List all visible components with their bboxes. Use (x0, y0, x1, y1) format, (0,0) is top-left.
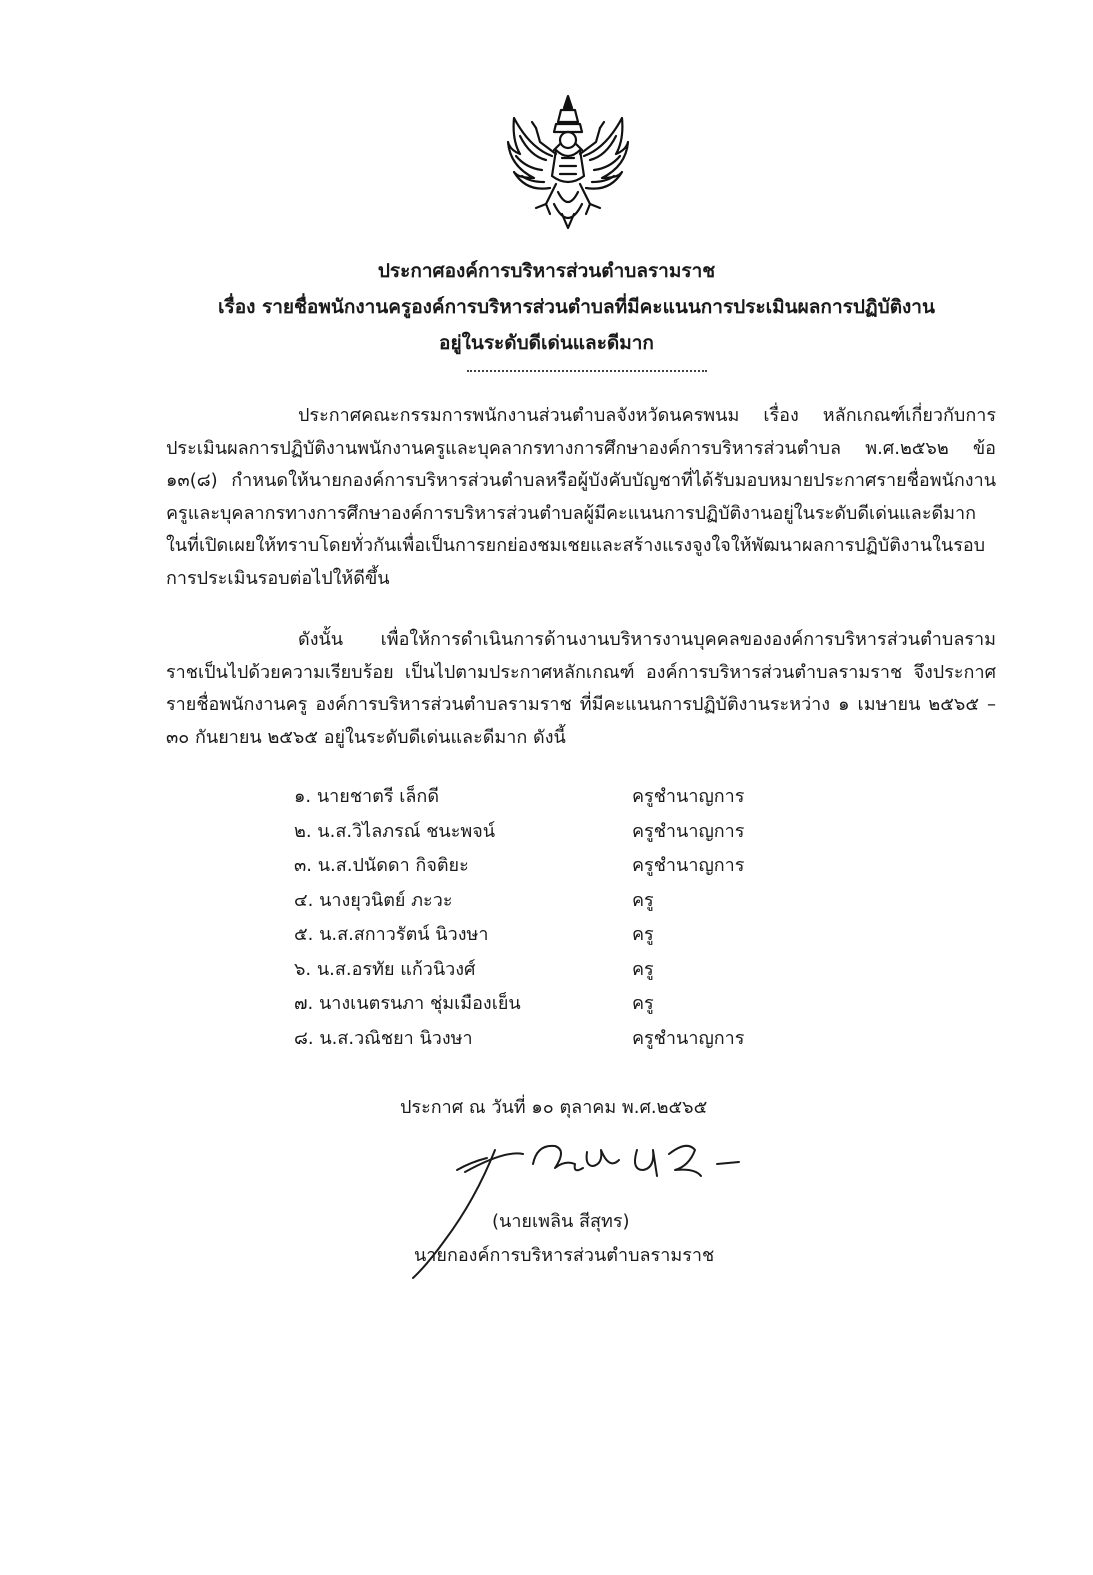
staff-position: ครู (632, 958, 654, 980)
staff-name: ๕. น.ส.สกาวรัตน์ นิวงษา (294, 924, 489, 945)
staff-name: ๘. น.ส.วณิชยา นิวงษา (294, 1027, 473, 1049)
staff-position: ครูชำนาญการ (632, 1027, 745, 1049)
staff-name: ๒. น.ส.วิไลภรณ์ ชนะพจน์ (294, 820, 496, 842)
staff-position: ครู (632, 924, 654, 945)
signer-title: นายกองค์การบริหารส่วนตำบลรามราช (414, 1245, 715, 1266)
staff-position: ครู (632, 993, 654, 1014)
staff-name: ๖. น.ส.อรทัย แก้วนิวงศ์ (294, 958, 476, 980)
staff-position: ครู (632, 889, 654, 911)
staff-list (294, 782, 794, 1058)
staff-name: ๓. น.ส.ปนัดดา กิจติยะ (294, 855, 469, 876)
list-item (294, 955, 794, 990)
list-item (294, 817, 794, 852)
body-paragraph-1: ประกาศคณะกรรมการพนักงานส่วนตำบลจังหวัดนครพนม เรื่อง หลักเกณฑ์เกี่ยวกับการประเมินผลการปฏิบัติงานพนักงานครูและบุคลากรทางการศึกษาองค์การบริหารส่วนตำบล พ.ศ.๒๕๖๒ ข้อ ๑๓(๘) กำหนดให้นายกองค์การบริหารส่วนตำบลหรือผู้บังคับบัญชาที่ได้รับมอบหมายประกาศรายชื่อพนักงานครูและบุคลากรทางการศึกษาองค์การบริหารส่วนตำบลผู้มีคะแนนการปฏิบัติงานอยู่ในระดับดีเด่นและดีมากในที่เปิดเผยให้ทราบโดยทั่วกันเพื่อเป็นการยกย่องชมเชยและสร้างแรงจูงใจให้พัฒนาผลการปฏิบัติงานในรอบการประเมินรอบต่อไปให้ดีขึ้น (166, 405, 996, 589)
list-item (294, 782, 794, 817)
body-paragraph-2: ดังนั้น เพื่อให้การดำเนินการด้านงานบริหารงานบุคคลขององค์การบริหารส่วนตำบลรามราชเป็นไปด้วยความเรียบร้อย เป็นไปตามประกาศหลักเกณฑ์ องค์การบริหารส่วนตำบลรามราช จึงประกาศรายชื่อพนักงานครู องค์การบริหารส่วนตำบลรามราช ที่มีคะแนนการปฏิบัติงานระหว่าง ๑ เมษายน ๒๕๖๕ – ๓๐ กันยายน ๒๕๖๕ อยู่ในระดับดีเด่นและดีมาก ดังนี้ (166, 629, 996, 748)
staff-name: ๔. นางยุวนิตย์ ภะวะ (294, 889, 453, 911)
garuda-emblem-icon (506, 92, 630, 232)
list-item (294, 886, 794, 921)
announcement-date: ประกาศ ณ วันที่ ๑๐ ตุลาคม พ.ศ.๒๕๖๕ (400, 1097, 708, 1118)
dotted-divider (467, 370, 707, 372)
list-item (294, 920, 794, 955)
announcement-subject: เรื่อง รายชื่อพนักงานครูองค์การบริหารส่วนตำบลที่มีคะแนนการประเมินผลการปฏิบัติงาน (218, 296, 935, 318)
list-item (294, 851, 794, 886)
announcement-title: ประกาศองค์การบริหารส่วนตำบลรามราช (377, 260, 716, 282)
list-item (294, 989, 794, 1024)
staff-name: ๗. นางเนตรนภา ชุ่มเมืองเย็น (294, 993, 521, 1014)
staff-position: ครูชำนาญการ (632, 820, 745, 842)
list-item (294, 1024, 794, 1059)
signer-name: (นายเพลิน สีสุทร) (492, 1211, 630, 1232)
staff-position: ครูชำนาญการ (632, 786, 745, 807)
staff-position: ครูชำนาญการ (632, 855, 745, 876)
staff-name: ๑. นายชาตรี เล็กดี (294, 786, 440, 807)
announcement-subject-continued: อยู่ในระดับดีเด่นและดีมาก (439, 332, 654, 354)
